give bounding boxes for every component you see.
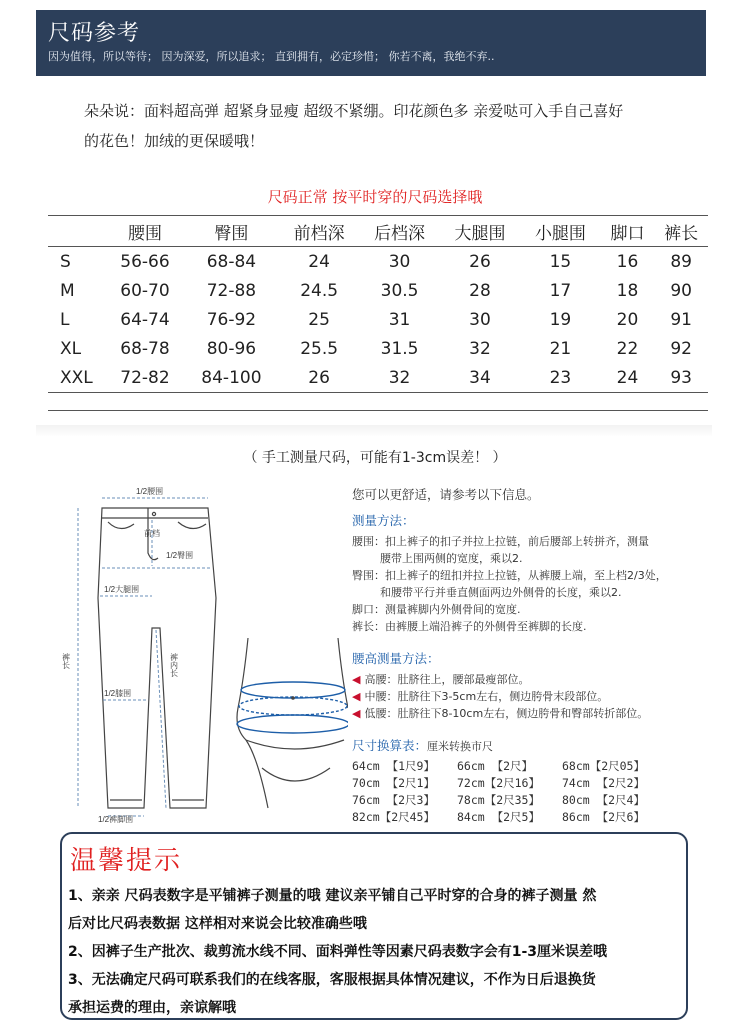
table-cell: 72-82 — [106, 363, 184, 393]
intro-text — [84, 96, 684, 156]
tip-line: 2、因裤子生产批次、裁剪流水线不同、面料弹性等因素尺码表数字会有1-3厘米误差哦 — [68, 944, 608, 960]
hem-label: 1/2裤脚围 — [98, 815, 134, 823]
method-label: 脚口： — [352, 603, 385, 616]
conversion-subtitle: 厘米转换市尺 — [427, 740, 494, 753]
method-text: 扣上裤子的扣子并拉上拉链，前后腰部上转拼齐，测量 — [385, 535, 649, 548]
method-cont: 和腰带平行并垂直侧面两边外侧骨的长度，乘以2. — [380, 586, 622, 599]
conversion-cell: 74cm 【2尺2】 — [562, 776, 645, 790]
measure-note: （ 手工测量尺码，可能有1-3cm误差！ ） — [243, 450, 507, 466]
method-title: 测量方法： — [352, 513, 415, 528]
table-cell: 76-92 — [206, 309, 257, 330]
size-table — [48, 215, 708, 393]
conversion-row — [352, 758, 712, 775]
conversion-cell: 80cm 【2尺4】 — [562, 793, 645, 807]
table-cell: 21 — [549, 338, 572, 359]
conversion-title: 尺寸换算表： — [352, 738, 428, 753]
conversion-cell: 82cm【2尺45】 — [352, 810, 435, 824]
tip-line: 3、无法确定尺码可联系我们的在线客服，客服根据具体情况建议，不作为日后退换货 — [68, 972, 596, 988]
header-cell: 脚口 — [601, 216, 655, 247]
table-cell: 20 — [616, 309, 639, 330]
height-item — [352, 688, 712, 705]
knee-label: 1/2膝围 — [104, 689, 132, 698]
conversion-row — [352, 792, 712, 809]
info-lead: 您可以更舒适，请参考以下信息。 — [352, 487, 540, 502]
method-item — [352, 618, 712, 635]
header-subtitle: 因为值得，所以等待； 因为深爱，所以追求； 直到拥有，必定珍惜； 你若不离，我绝不弃.. — [48, 50, 495, 63]
table-cell: 68-84 — [206, 251, 257, 272]
conversion-table — [352, 758, 712, 826]
arrow-left-icon: ◀ — [352, 707, 361, 720]
method-text: 测量裤脚内外侧骨间的宽度. — [385, 603, 521, 616]
table-cell: 80-96 — [206, 338, 257, 359]
method-item — [352, 533, 712, 567]
table-cell: 34 — [440, 363, 520, 393]
height-item — [352, 671, 712, 688]
section-divider — [36, 425, 712, 437]
tip-line: 后对比尺码表数据 这样相对来说会比较准确些哦 — [68, 916, 367, 932]
table-cell: 24 — [601, 363, 655, 393]
size-cell: M — [60, 280, 75, 301]
conversion-cell: 76cm 【2尺3】 — [352, 793, 435, 807]
header-cell — [48, 216, 106, 247]
table-cell: 24.5 — [300, 280, 339, 301]
navel-mark — [291, 696, 295, 700]
table-cell: 19 — [549, 309, 572, 330]
table-cell: 92 — [670, 338, 692, 359]
torso-figure — [237, 638, 348, 808]
height-text: 高腰：肚脐往上，腰部最瘦部位。 — [364, 673, 530, 686]
table-cell: 32 — [469, 338, 491, 359]
table-row — [48, 305, 708, 334]
table-cell: 31.5 — [380, 338, 419, 359]
header-cell: 小腿围 — [520, 216, 600, 247]
length-label: 裤长 — [61, 653, 71, 669]
height-item — [352, 705, 712, 722]
table-cell: 22 — [616, 338, 639, 359]
method-text: 由裤腰上端沿裤子的外侧骨至裤脚的长度. — [385, 620, 587, 633]
header-cell: 臀围 — [184, 216, 279, 247]
conversion-cell: 66cm 【2尺】 — [457, 759, 534, 773]
size-advice: 尺码正常 按平时穿的尺码选择哦 — [267, 188, 483, 206]
size-cell: XXL — [48, 363, 106, 393]
table-cell: 24 — [308, 251, 330, 272]
waist-label: 1/2腰围 — [136, 487, 164, 496]
conversion-row — [352, 809, 712, 826]
table-cell: 90 — [670, 280, 692, 301]
size-cell: XL — [60, 338, 82, 359]
tips-title: 温馨提示 — [70, 846, 183, 876]
table-cell: 72-88 — [206, 280, 257, 301]
front-rise-label: 前档 — [144, 529, 160, 538]
method-label: 裤长： — [352, 620, 385, 633]
measure-lines — [78, 498, 212, 816]
table-cell: 26 — [279, 363, 359, 393]
header-cell: 后档深 — [359, 216, 439, 247]
header-banner — [36, 10, 706, 76]
conversion-cell: 86cm 【2尺6】 — [562, 810, 645, 824]
header-cell: 前档深 — [279, 216, 359, 247]
table-cell: 30.5 — [380, 280, 419, 301]
method-cont: 腰带上围两侧的宽度，乘以2. — [380, 552, 523, 565]
table-row — [48, 334, 708, 363]
conversion-cell: 64cm 【1尺9】 — [352, 759, 435, 773]
table-cell: 23 — [520, 363, 600, 393]
conversion-cell: 78cm【2尺35】 — [457, 793, 540, 807]
table-cell: 18 — [616, 280, 639, 301]
table-cell: 93 — [654, 363, 708, 393]
inseam-label: 裤内长 — [169, 653, 179, 677]
height-title: 腰高测量方法： — [352, 651, 440, 666]
tip-line: 1、亲亲 尺码表数字是平铺裤子测量的哦 建议亲平铺自己平时穿的合身的裤子测量 然 — [68, 888, 597, 904]
page-title: 尺码参考 — [48, 21, 141, 46]
height-text: 低腰：肚脐往下8-10cm左右，侧边胯骨和臀部转折部位。 — [364, 707, 649, 720]
table-cell: 91 — [670, 309, 692, 330]
tip-line: 承担运费的理由，亲谅解哦 — [68, 1000, 236, 1016]
table-cell: 84-100 — [184, 363, 279, 393]
pants-outline — [98, 508, 216, 808]
table-bottom-divider — [48, 410, 708, 411]
arrow-left-icon: ◀ — [352, 690, 361, 703]
table-cell: 32 — [359, 363, 439, 393]
header-cell: 裤长 — [654, 216, 708, 247]
table-cell: 28 — [469, 280, 491, 301]
method-text: 扣上裤子的纽扣并拉上拉链，从裤腰上端，至上档2/3处， — [385, 569, 667, 582]
conversion-cell: 72cm【2尺16】 — [457, 776, 540, 790]
table-cell: 68-78 — [120, 338, 170, 359]
table-cell: 25.5 — [300, 338, 339, 359]
table-cell: 56-66 — [120, 251, 170, 272]
header-cell: 大腿围 — [440, 216, 520, 247]
size-table-header — [48, 216, 708, 247]
intro-line-1: 朵朵说：面料超高弹 超紧身显瘦 超级不紧绷。印花颜色多 亲爱哒可入手自己喜好 — [84, 102, 624, 120]
waist-height-rings — [237, 682, 348, 733]
table-cell: 30 — [388, 251, 411, 272]
conversion-heading — [352, 736, 712, 754]
header-cell: 腰围 — [106, 216, 184, 247]
pants-diagram — [48, 478, 348, 823]
method-label: 臀围： — [352, 569, 385, 582]
arrow-left-icon: ◀ — [352, 673, 361, 686]
size-cell: L — [60, 309, 70, 330]
intro-line-2: 的花色！加绒的更保暖哦！ — [84, 132, 265, 150]
tips-box — [60, 832, 688, 1020]
size-cell: S — [60, 251, 71, 272]
conversion-cell: 68cm【2尺05】 — [562, 759, 645, 773]
table-cell: 89 — [670, 251, 692, 272]
conversion-cell: 84cm 【2尺5】 — [457, 810, 540, 824]
measure-info — [352, 485, 712, 826]
tips-lines — [68, 882, 680, 1022]
method-item — [352, 567, 712, 601]
conversion-cell: 70cm 【2尺1】 — [352, 776, 435, 790]
table-row — [48, 247, 708, 277]
table-cell: 26 — [469, 251, 491, 272]
table-row — [48, 276, 708, 305]
thigh-label: 1/2大腿围 — [104, 585, 140, 594]
table-cell: 15 — [549, 251, 572, 272]
table-cell: 64-74 — [120, 309, 170, 330]
table-cell: 17 — [549, 280, 572, 301]
table-cell: 60-70 — [120, 280, 170, 301]
table-cell: 16 — [616, 251, 639, 272]
method-item — [352, 601, 712, 618]
conversion-row — [352, 775, 712, 792]
method-label: 腰围： — [352, 535, 385, 548]
table-row — [48, 363, 708, 393]
hip-label: 1/2臀围 — [166, 551, 194, 560]
table-cell: 31 — [388, 309, 411, 330]
table-cell: 30 — [469, 309, 491, 330]
height-text: 中腰：肚脐往下3-5cm左右，侧边胯骨末段部位。 — [364, 690, 609, 703]
table-cell: 25 — [308, 309, 330, 330]
